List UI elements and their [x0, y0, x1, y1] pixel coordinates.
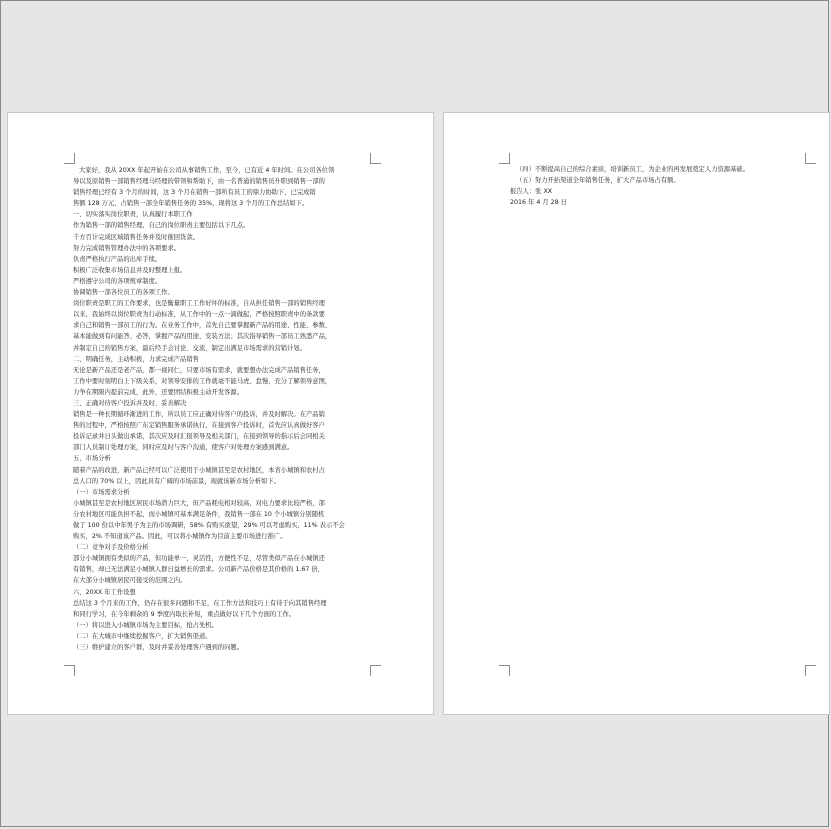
- list-item: 负责严格执行产品的出库手续。: [73, 255, 162, 263]
- document-page-2[interactable]: [443, 112, 830, 715]
- paragraph-line: 总人口的 70% 以上，因此具有广阔的市场前景，现就该新市场分析如下。: [73, 477, 280, 485]
- section-heading: 二、明确任务，主动积极，力求完成产品销售: [73, 355, 199, 363]
- paragraph-line: 力争在期限内提前完成，此外，还要团结积极主动开发客源。: [73, 388, 244, 396]
- page-1-body-text[interactable]: [73, 165, 373, 653]
- margin-mark-bottom-right: [370, 665, 381, 676]
- margin-mark-top-left: [499, 153, 510, 164]
- section-heading: 三、正确对待客户投诉并及时、妥善解决: [73, 399, 187, 407]
- paragraph-line: 销售经理已经有 3 个月的时间，这 3 个月在销售一部所有员工的鼎力协助下，已完成销: [73, 189, 316, 197]
- paragraph-line: 部门人员制订处理方案，同时应及时与客户沟通，使客户对处理方案感到满意。: [73, 444, 294, 452]
- list-item: （五）努力开拓渠道全年销售任务，扩大产品市场占有额。: [516, 177, 680, 185]
- section-heading: 五、市场分析: [73, 455, 111, 463]
- paragraph-line: 售额 128 万元，占销售一部全年销售任务的 35%，现将这 3 个月的工作总结如下。: [73, 200, 309, 208]
- list-item: （三）维护建立的客户群，及时并妥善处理客户遇到的问题。: [73, 644, 244, 652]
- paragraph-line: 销售是一种长期循环渐进的工作，所以员工应正确对待客户的投诉，并及时解决。在产品销: [73, 411, 325, 419]
- paragraph-line: 分农村地区可能负担不起，而小城镇可基本满足条件，我销售一部在 10 个小城镇分别随机: [73, 510, 325, 518]
- list-item: 努力完成销售管理办法中的各项要求。: [73, 244, 181, 252]
- margin-mark-bottom-left: [64, 665, 75, 676]
- list-item: （四）不断提高自己的综合素质，培训新员工，为企业的再发展奠定人力资源基础。: [516, 166, 749, 173]
- paragraph-line: 做了 100 份以中年男子为主的市场调研，58% 有购买欲望，29% 可以考虑购买，11% 表示不会: [73, 522, 345, 529]
- list-item: （二）在大城市中继续挖掘客户，扩大销售渠道。: [73, 632, 212, 640]
- margin-mark-top-right: [370, 153, 381, 164]
- list-item: 协调销售一部各位员工的各项工作。: [73, 289, 174, 297]
- paragraph-line: 随着产品的改进，新产品已经可以广泛使用于小城镇甚至是农村地区，本省小城镇和农村占: [73, 466, 325, 474]
- paragraph-line: 和同行学习，在今年剩余的 9 季度内取长补短，重点做好以下几个方面的工作。: [73, 610, 296, 618]
- paragraph-line: 投诉记录并日头做出承诺，其次应及时汇报领导及相关部门，在接到领导的指示后会同相关: [73, 433, 325, 441]
- paragraph-line: 工作中要时刻明白上下级关系，对领导安排的工作就毫不能马虎、怠慢，充分了解领导意图，: [73, 377, 332, 385]
- list-item: 严格遵守公司的各项规章制度。: [73, 277, 162, 285]
- list-item: 千方百计完成区域销售任务并及时催回货款。: [73, 233, 199, 241]
- paragraph-line: 有销售，却已无法满足小城镇人群日益增长的需求。公司新产品价格是其价格的 1.67 倍，: [73, 566, 325, 574]
- paragraph-line: 小城镇甚至是农村地区居民市场潜力巨大，但产品耗电相对较高，对电力要求比较严格，部: [73, 499, 325, 507]
- paragraph-line: 无论是新产品还是老产品，都一视同仁，只要市场有需求，就要想办法完成产品销售任务，: [73, 366, 325, 374]
- page-2-body-text[interactable]: [510, 164, 820, 208]
- subsection-heading: （一）市场需求分析: [73, 488, 130, 496]
- paragraph-line: 大家好，我从 20XX 年起开始在公司从事销售工作，至今，已有近 4 年时间。在公司各位领: [79, 167, 335, 174]
- paragraph-line: 在大部分小城镇居民可接受的范围之内。: [73, 577, 187, 585]
- paragraph-line: 并制定自己的销售方案，最后经手会讨论、交流，制定出满足市场需求的营销计划。: [73, 344, 306, 352]
- paragraph-line: 以来，我始终以岗位职责为行动标准，从工作中的一点一滴做起，严格按照职责中的条款要: [73, 311, 325, 319]
- report-author: 报告人：张 XX: [510, 188, 553, 196]
- margin-mark-top-right: [805, 153, 816, 164]
- document-page-1[interactable]: [7, 112, 434, 715]
- paragraph-line: 岗位职责是职工的工作要求，也是衡量职工工作好坏的标准，自从担任销售一部的销售经理: [73, 300, 325, 308]
- paragraph-line: 导以及原销售一部销售经理马经理的带领和帮助下，由一名普通的销售员升职到销售一部的: [73, 178, 325, 186]
- report-date: 2016 年 4 月 28 日: [510, 199, 567, 207]
- section-heading: 六、20XX 年工作设想: [73, 588, 136, 596]
- margin-mark-bottom-left: [499, 665, 510, 676]
- paragraph-line: 购买，2% 不知道该产品。因此，可以将小城镇作为目前主要市场进行推广。: [73, 533, 287, 541]
- paragraph-line: 部分小城镇拥有类似的产品，但功能单一，灵活性，方便性不足，尽管类似产品在小城镇还: [73, 555, 325, 563]
- list-item: （一）将以进入小城镇市场为主要目标，抢占先机。: [73, 621, 218, 629]
- paragraph-line: 售的过程中，严格按照广东定销售服务承诺执行，在接到客户投诉时，首先应认真做好客户: [73, 422, 325, 430]
- subsection-heading: （二）竞争对手及价格分析: [73, 544, 149, 552]
- paragraph-line: 总结这 3 个月来的工作，仍存在很多问题和不足，在工作方法和技巧上有待于向其销售经理: [73, 599, 327, 607]
- section-heading: 一、切实落实岗位职责，认真履行本职工作: [73, 211, 193, 219]
- margin-mark-bottom-right: [805, 665, 816, 676]
- paragraph-line: 基本能做到有问能答、必答，掌握产品的用途、安装方法；其次指导销售一部员工熟悉产品，: [73, 333, 332, 341]
- margin-mark-top-left: [64, 153, 75, 164]
- paragraph-line: 求自己和销售一部员工的行为。在业务工作中，首先自己要掌握新产品的用途、性能、参数、: [73, 322, 332, 330]
- paragraph-line: 作为销售一部的销售经理，自己的岗位职责主要包括以下几点。: [73, 222, 250, 230]
- list-item: 积极广泛收集市场信息并及时整理上报。: [73, 266, 187, 274]
